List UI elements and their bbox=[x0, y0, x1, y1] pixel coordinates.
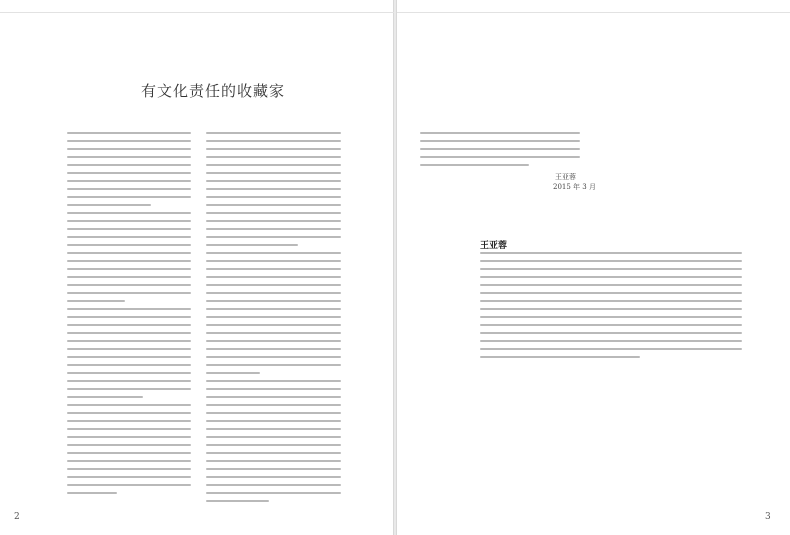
text-line bbox=[206, 228, 341, 230]
text-line bbox=[480, 308, 742, 310]
text-line bbox=[480, 284, 742, 286]
text-line bbox=[420, 148, 580, 150]
text-line bbox=[67, 484, 191, 486]
text-line bbox=[67, 244, 191, 246]
text-line bbox=[206, 460, 341, 462]
text-line bbox=[67, 468, 191, 470]
text-line bbox=[206, 156, 341, 158]
text-line bbox=[206, 268, 341, 270]
text-column-middle bbox=[206, 132, 341, 508]
page-number-left: 2 bbox=[14, 512, 20, 522]
text-line bbox=[67, 356, 191, 358]
text-line bbox=[206, 428, 341, 430]
text-line bbox=[67, 420, 191, 422]
text-line bbox=[206, 436, 341, 438]
text-line bbox=[206, 148, 341, 150]
text-line bbox=[67, 252, 191, 254]
text-line bbox=[67, 308, 191, 310]
text-line bbox=[67, 332, 191, 334]
left-page bbox=[0, 0, 394, 535]
text-line bbox=[206, 252, 341, 254]
text-line bbox=[67, 132, 191, 134]
text-line bbox=[206, 492, 341, 494]
text-line bbox=[67, 340, 191, 342]
text-line bbox=[480, 348, 742, 350]
text-line bbox=[206, 340, 341, 342]
text-line bbox=[206, 300, 341, 302]
text-line bbox=[480, 316, 742, 318]
text-line bbox=[206, 172, 341, 174]
text-line bbox=[206, 388, 341, 390]
text-line bbox=[206, 420, 341, 422]
text-line bbox=[206, 364, 341, 366]
text-line bbox=[206, 324, 341, 326]
top-rule-left bbox=[0, 0, 394, 13]
text-line bbox=[67, 412, 191, 414]
text-line bbox=[420, 164, 529, 166]
text-line bbox=[480, 260, 742, 262]
text-line bbox=[480, 324, 742, 326]
text-line bbox=[206, 236, 341, 238]
text-line bbox=[67, 276, 191, 278]
signature-date: 2015 年 3 月 bbox=[553, 183, 596, 191]
text-line bbox=[480, 292, 742, 294]
text-line bbox=[206, 212, 341, 214]
text-line bbox=[420, 140, 580, 142]
text-line bbox=[206, 180, 341, 182]
text-line bbox=[67, 388, 191, 390]
text-line bbox=[67, 284, 191, 286]
text-line bbox=[67, 268, 191, 270]
text-line bbox=[206, 316, 341, 318]
text-line bbox=[67, 140, 191, 142]
text-column-right bbox=[420, 132, 580, 172]
text-line bbox=[480, 356, 640, 358]
text-line bbox=[206, 468, 341, 470]
text-line bbox=[67, 476, 191, 478]
text-line bbox=[206, 132, 341, 134]
top-rule-right bbox=[397, 0, 790, 13]
text-line bbox=[420, 132, 580, 134]
text-line bbox=[206, 260, 341, 262]
text-line bbox=[67, 204, 151, 206]
text-line bbox=[67, 492, 117, 494]
text-line bbox=[206, 292, 341, 294]
text-line bbox=[67, 436, 191, 438]
text-line bbox=[67, 460, 191, 462]
text-line bbox=[67, 260, 191, 262]
text-line bbox=[206, 380, 341, 382]
text-line bbox=[67, 404, 191, 406]
text-line bbox=[67, 316, 191, 318]
text-line bbox=[206, 244, 298, 246]
text-line bbox=[67, 164, 191, 166]
text-line bbox=[67, 380, 191, 382]
text-line bbox=[206, 484, 341, 486]
signature-name: 王亚蓉 bbox=[555, 173, 576, 181]
text-line bbox=[206, 204, 341, 206]
text-line bbox=[480, 268, 742, 270]
text-line bbox=[206, 332, 341, 334]
text-line bbox=[206, 348, 341, 350]
text-line bbox=[480, 276, 742, 278]
text-line bbox=[206, 412, 341, 414]
text-line bbox=[206, 372, 260, 374]
text-line bbox=[67, 236, 191, 238]
text-line bbox=[480, 300, 742, 302]
text-line bbox=[206, 452, 341, 454]
text-line bbox=[67, 452, 191, 454]
text-line bbox=[67, 428, 191, 430]
text-line bbox=[206, 356, 341, 358]
text-line bbox=[67, 156, 191, 158]
text-line bbox=[67, 180, 191, 182]
text-line bbox=[206, 396, 341, 398]
text-line bbox=[206, 500, 269, 502]
text-line bbox=[206, 220, 341, 222]
bio-text bbox=[480, 252, 742, 364]
text-line bbox=[420, 156, 580, 158]
text-line bbox=[67, 148, 191, 150]
text-line bbox=[206, 476, 341, 478]
text-line bbox=[67, 188, 191, 190]
text-line bbox=[67, 396, 143, 398]
text-line bbox=[67, 300, 125, 302]
text-line bbox=[67, 292, 191, 294]
essay-title: 有文化责任的收藏家 bbox=[141, 82, 286, 100]
text-line bbox=[206, 308, 341, 310]
bio-heading: 王亚蓉 bbox=[480, 241, 508, 251]
text-line bbox=[67, 212, 191, 214]
text-line bbox=[206, 188, 341, 190]
page-number-right: 3 bbox=[765, 512, 771, 522]
text-line bbox=[206, 284, 341, 286]
text-line bbox=[67, 220, 191, 222]
text-line bbox=[67, 172, 191, 174]
text-line bbox=[206, 140, 341, 142]
text-line bbox=[67, 324, 191, 326]
text-line bbox=[67, 364, 191, 366]
text-line bbox=[206, 404, 341, 406]
text-line bbox=[206, 276, 341, 278]
text-line bbox=[67, 444, 191, 446]
text-line bbox=[206, 444, 341, 446]
text-line bbox=[67, 196, 191, 198]
text-line bbox=[67, 348, 191, 350]
text-line bbox=[480, 340, 742, 342]
text-line bbox=[206, 164, 341, 166]
text-line bbox=[480, 332, 742, 334]
text-line bbox=[67, 228, 191, 230]
text-column-left bbox=[67, 132, 191, 500]
text-line bbox=[206, 196, 341, 198]
text-line bbox=[67, 372, 191, 374]
text-line bbox=[480, 252, 742, 254]
